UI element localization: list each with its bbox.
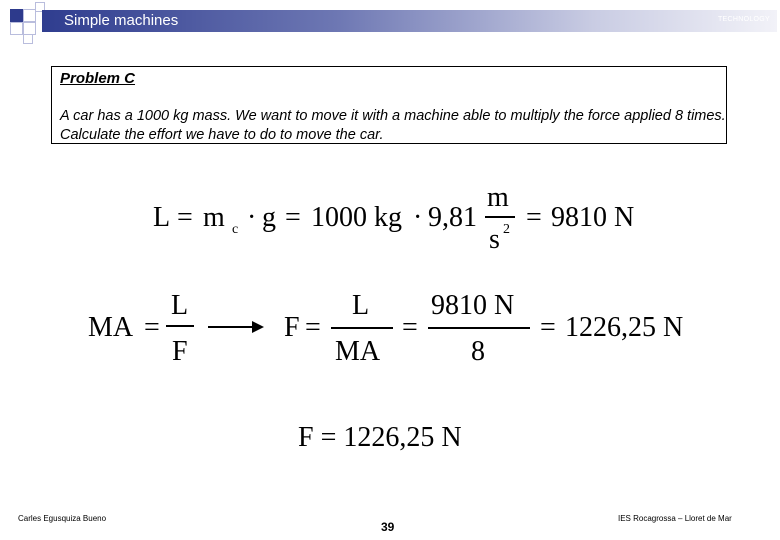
eq-fraction-denominator: 8	[471, 336, 485, 367]
eq-symbol: L	[153, 202, 171, 233]
page-number: 39	[381, 520, 395, 534]
eq-value: 1000 kg	[311, 202, 402, 233]
fraction-bar	[485, 216, 515, 218]
eq-equals: =	[402, 312, 418, 343]
footer-author: Carles Egusquiza Bueno	[18, 514, 107, 523]
logo-square	[10, 22, 23, 35]
eq-symbol: m	[203, 202, 225, 233]
logo-square	[10, 9, 24, 23]
eq-symbol: F	[284, 312, 300, 343]
eq-equals: =	[305, 312, 321, 343]
problem-box	[51, 66, 727, 144]
eq-symbol: g	[262, 202, 276, 233]
eq-fraction-denominator: F	[172, 336, 188, 367]
eq-fraction-denominator: s	[489, 224, 500, 255]
eq-fraction-numerator: m	[487, 182, 509, 213]
footer-school: IES Rocagrossa – Lloret de Mar	[618, 514, 732, 523]
eq-subscript: c	[232, 222, 239, 237]
problem-title: Problem C	[60, 70, 136, 87]
fraction-bar	[428, 327, 530, 329]
eq-result: 1226,25 N	[565, 312, 684, 343]
eq-dot: ·	[247, 202, 257, 233]
fraction-bar	[331, 327, 393, 329]
eq-value: 9,81	[428, 202, 477, 233]
eq-symbol: MA	[88, 312, 134, 343]
eq-exponent: 2	[503, 222, 510, 237]
eq-fraction-numerator: L	[171, 290, 189, 321]
right-arrow-icon	[208, 320, 264, 334]
slide-title: Simple machines	[64, 12, 179, 29]
fraction-bar	[166, 325, 194, 327]
eq-dot: ·	[413, 202, 423, 233]
final-result: F = 1226,25 N	[298, 422, 462, 453]
eq-fraction-numerator: L	[352, 290, 370, 321]
eq-equals: =	[177, 202, 193, 233]
problem-statement: A car has a 1000 kg mass. We want to move it with a machine able to multiply the force applied 8 times. Calculate the effort we have to do to move the car.	[60, 108, 726, 143]
eq-fraction-denominator: MA	[335, 336, 381, 367]
eq-fraction-numerator: 9810 N	[431, 290, 515, 321]
logo-square	[23, 34, 33, 44]
eq-equals: =	[526, 202, 542, 233]
eq-equals: =	[540, 312, 556, 343]
eq-equals: =	[144, 312, 160, 343]
eq-result: 9810 N	[551, 202, 635, 233]
subject-tag: TECHNOLOGY	[717, 16, 770, 23]
eq-equals: =	[285, 202, 301, 233]
